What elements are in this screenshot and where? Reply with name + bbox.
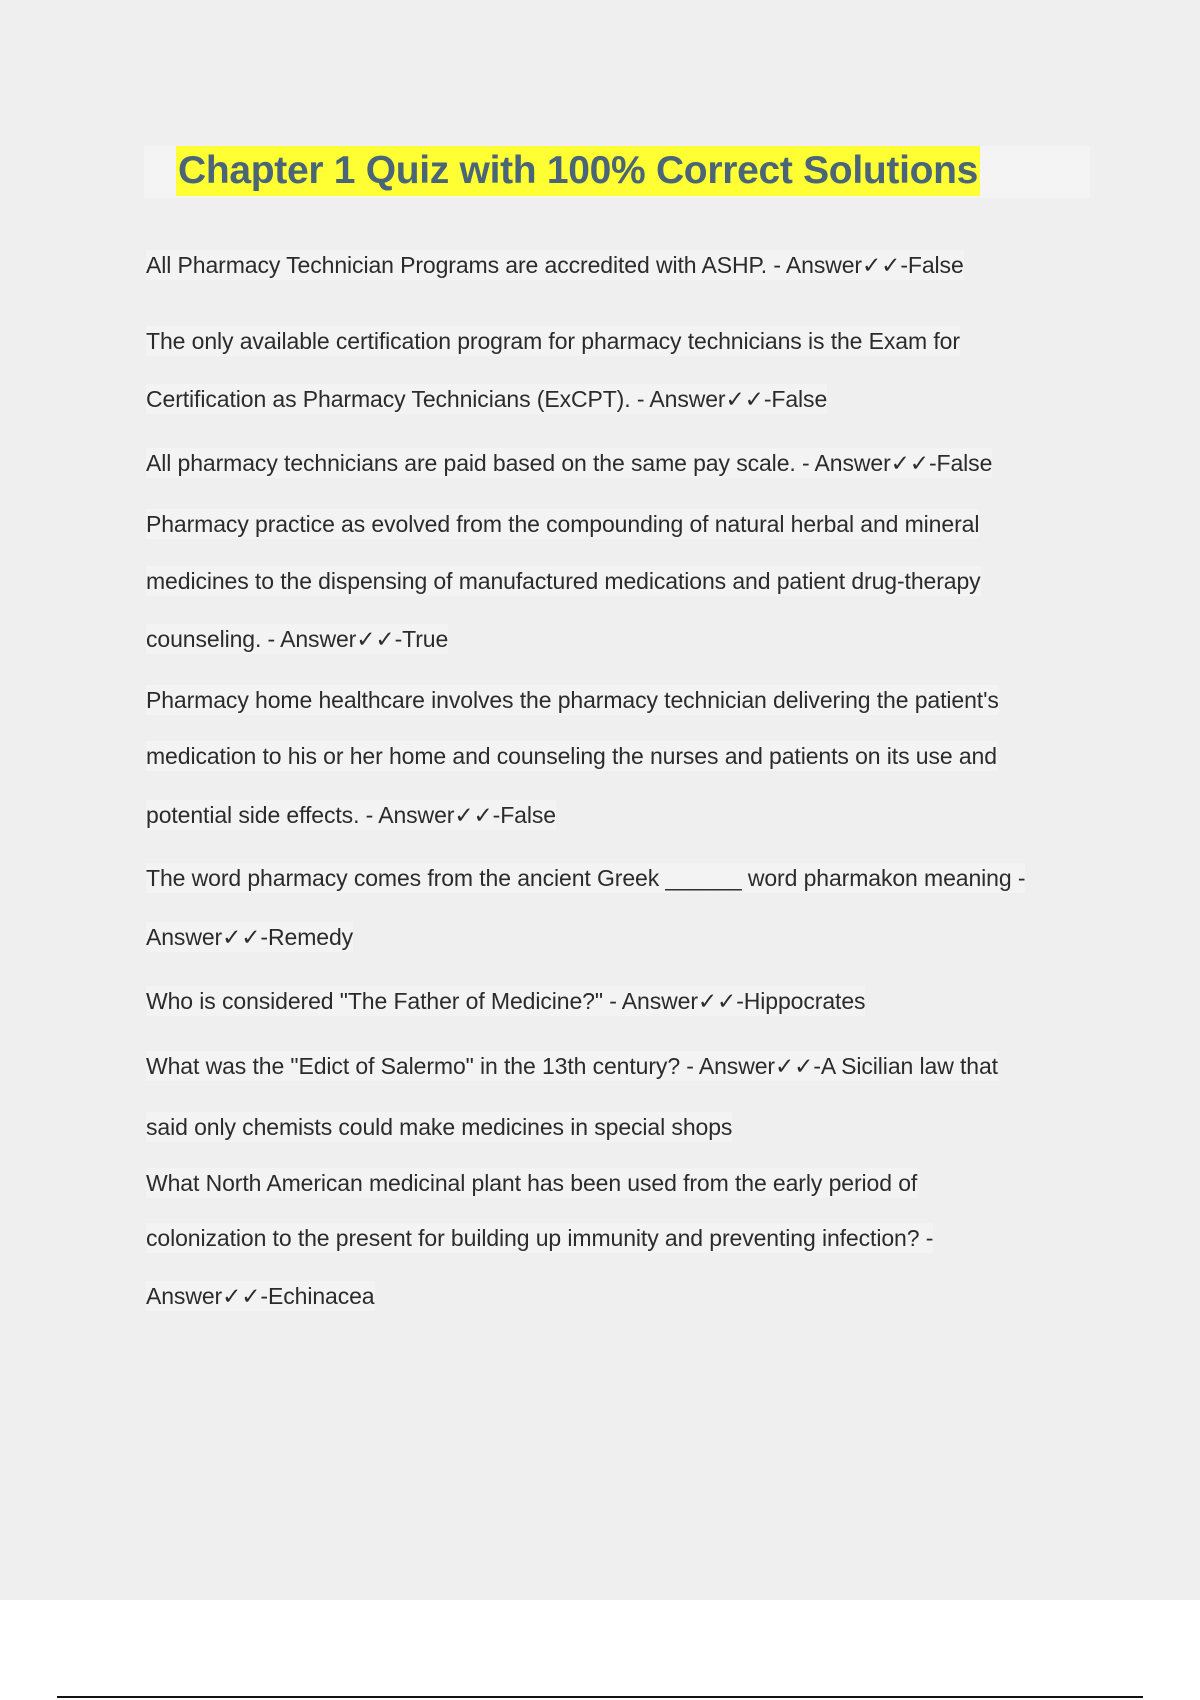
question-line-6: medicines to the dispensing of manufactured medications and patient drug-therapy [146,568,981,594]
question-line-10: potential side effects. - Answer✓✓-False [146,802,556,828]
document-title: Chapter 1 Quiz with 100% Correct Solutions [176,146,980,196]
footer-divider [57,1696,1143,1698]
question-line-1: All Pharmacy Technician Programs are accredited with ASHP. - Answer✓✓-False [146,252,964,278]
question-line-16: What North American medicinal plant has been used from the early period of [146,1170,918,1196]
question-line-4: All pharmacy technicians are paid based on the same pay scale. - Answer✓✓-False [146,450,993,476]
question-line-12: Answer✓✓-Remedy [146,924,354,950]
question-line-9: medication to his or her home and counseling the nurses and patients on its use and [146,743,997,769]
question-line-2: The only available certification program for pharmacy technicians is the Exam for [146,328,960,354]
question-line-13: Who is considered "The Father of Medicine?" - Answer✓✓-Hippocrates [146,988,866,1014]
question-line-11: The word pharmacy comes from the ancient Greek ______ word pharmakon meaning - [146,865,1026,891]
question-line-15: said only chemists could make medicines in special shops [146,1114,733,1140]
question-line-3: Certification as Pharmacy Technicians (ExCPT). - Answer✓✓-False [146,386,828,412]
question-line-5: Pharmacy practice as evolved from the compounding of natural herbal and mineral [146,511,980,537]
question-line-14: What was the "Edict of Salermo" in the 13th century? - Answer✓✓-A Sicilian law that [146,1053,998,1079]
question-line-7: counseling. - Answer✓✓-True [146,626,449,652]
question-line-8: Pharmacy home healthcare involves the pharmacy technician delivering the patient's [146,687,999,713]
question-line-18: Answer✓✓-Echinacea [146,1283,375,1309]
title-highlight-band [144,146,1090,198]
question-line-17: colonization to the present for building up immunity and preventing infection? - [146,1225,934,1251]
